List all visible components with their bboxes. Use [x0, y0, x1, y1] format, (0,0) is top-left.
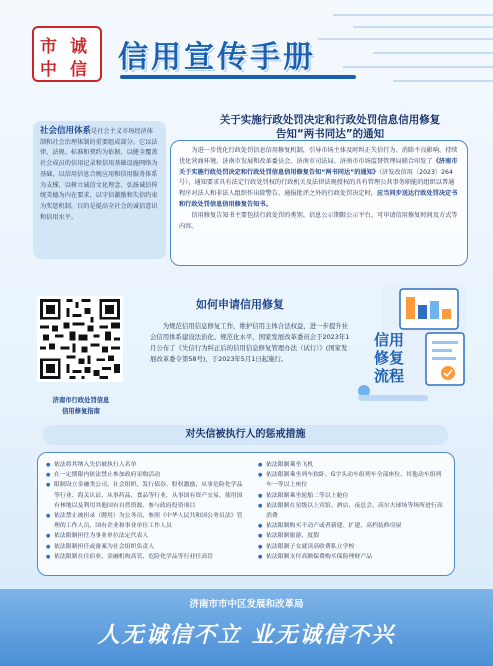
- title-underline: [120, 75, 356, 79]
- qr-caption: [22, 395, 140, 417]
- qr-caption-line2: 信用修复指南: [62, 408, 100, 415]
- social-credit-text: 是社会主义市场经济体制和社会治理体制的重要组成部分。它以法律、法规、标准和契约为依据，以健全覆盖社会成员的信用记录和信用基础设施网络为基础，以信用信息合规应用和信用服务体系为支撑，以树立诚信文化理念、弘扬诚信传统美德为内在要求，以守信激励和失信约束为奖惩机制，目的是提高全社会的诚信意识和信用水平。: [40, 128, 158, 221]
- list-item: ● 依法限制子女就读高收费私立学校: [258, 542, 446, 552]
- illustration-label-3: 流程: [374, 367, 405, 385]
- list-item: ● 依法限制旅游、度假: [258, 531, 446, 541]
- credit-repair-flow-illustration: [352, 283, 470, 405]
- notice-title-line1: 关于实施行政处罚决定和行政处罚信息信用修复: [219, 114, 441, 126]
- social-credit-heading: 社会信用体系: [40, 126, 92, 136]
- illustration-label-2: 修复: [374, 349, 405, 367]
- list-item: ● 限制设立金融类公司、社会组织、发行债券、股权激励、从事危险化学品等行业、海关认证、从事药品、食品等行业，从事国有资产交易、使用国有林地以及利用其他国有自然资源、参与政府投资项目: [46, 480, 248, 511]
- list-item: ● 依法限制担任为事业单位法定代表人: [46, 531, 248, 541]
- notice-title: [180, 113, 480, 141]
- list-item: ● 依法禁止被担录（聘用）为公务员、参照《中华人民共和国公务员法》管理的工作人员、国有企业和事业单位工作人员: [46, 511, 248, 531]
- punishment-title: 对失信被执行人的惩戒措施: [43, 425, 448, 445]
- list-item: ● 依法限制购买不动产或者新建、扩建、高档装修房屋: [258, 521, 446, 531]
- notice-title-line2: 告知“两书同达”的通知: [275, 128, 385, 140]
- notice-paragraph-1: [179, 146, 459, 211]
- footer-organization: 济南市市中区发展和改革局: [189, 599, 304, 610]
- page-title: 信用宣传手册: [118, 40, 316, 75]
- list-item: ● 依法限制担任或备案为社会组织负责人: [46, 542, 248, 552]
- notice-paragraph-2: 信用修复告知书主要包括行政处罚的类别、信息公示期限公示平台、可申请信用修复时间及方式等内容。: [179, 211, 458, 230]
- list-item: ● 依法限制在住宿业、金融机构高管、危险化学品等行业任高管: [46, 552, 248, 562]
- city-credit-logo: [32, 26, 102, 82]
- illustration-label-1: 信用: [374, 331, 405, 349]
- punishment-list-left: [46, 460, 248, 562]
- logo-char: 诚: [70, 37, 87, 57]
- list-item: ● 依法限制乘坐列车软卧、G字头动车组列车全部座位、其他动车组列车一等以上座位: [258, 470, 446, 490]
- notice-text: 为进一步优化行政处罚信息信用修复机制，引导市场主体及时纠正失信行为、消除不良影响、持续优化营商环境，济南市发展和改革委员会、济南市司法局、济南市市场监督管理局联合印发了: [179, 147, 458, 165]
- punishment-box: [37, 452, 455, 576]
- list-item: ● 在一定期限内依法禁止参加政府采购活动: [46, 470, 248, 480]
- notice-highlight: 应当同步送达行政处罚决定书和行政处罚信息信用修复告知书。: [179, 190, 458, 208]
- notice-text: （济发改信用〔2023〕264号），通知要求具有法定行政处罚权的行政机关及法律法规授权的具有管理公共事务职能的组织以普通程序对法人和非法人组织作出除警告、通报批评之外的行政处罚决定时，: [179, 168, 455, 198]
- footer-slogan: 人无诚信不立 业无诚信不兴: [97, 622, 396, 648]
- list-item: ● 依法限制在星级以上宾馆、酒店、夜总会、高尔夫球场等场所进行高消费: [258, 501, 446, 521]
- logo-char: 市: [40, 37, 57, 57]
- howto-text: [150, 321, 350, 365]
- howto-title: 如何申请信用修复: [196, 298, 284, 311]
- list-item: ● 依法将其纳入失信被执行人名单: [46, 460, 248, 470]
- logo-char: 信: [70, 60, 87, 80]
- social-credit-intro: [33, 121, 166, 259]
- howto-paragraph: 为规范信用信息修复工作，维护信用主体合法权益，进一步提升社会信用体系建设法治化、规范化水平，国家发展改革委员会于2023年1月公布了《失信行为纠正后的信用信息修复管理办法（试行）》(国家发展改革委令第58号)，于2023年5月1日起施行。: [150, 322, 350, 363]
- qr-caption-line1: 济南市行政处罚信息: [52, 397, 110, 404]
- logo-char: 中: [40, 60, 57, 80]
- header-decoration: [303, 0, 493, 110]
- notice-doc-title: 《济南市关于实施行政处罚决定和行政处罚信息信用修复告知“两书同达”的通知》: [179, 157, 458, 176]
- qr-code-icon[interactable]: [37, 296, 123, 382]
- notice-box: [170, 140, 468, 266]
- list-item: ● 依法限制乘坐轮船二等以上舱位: [258, 491, 446, 501]
- punishment-list-right: [258, 460, 446, 562]
- list-item: ● 依法限制支付高额保费购买保险理财产品: [258, 552, 446, 562]
- list-item: ● 依法限制乘坐飞机: [258, 460, 446, 470]
